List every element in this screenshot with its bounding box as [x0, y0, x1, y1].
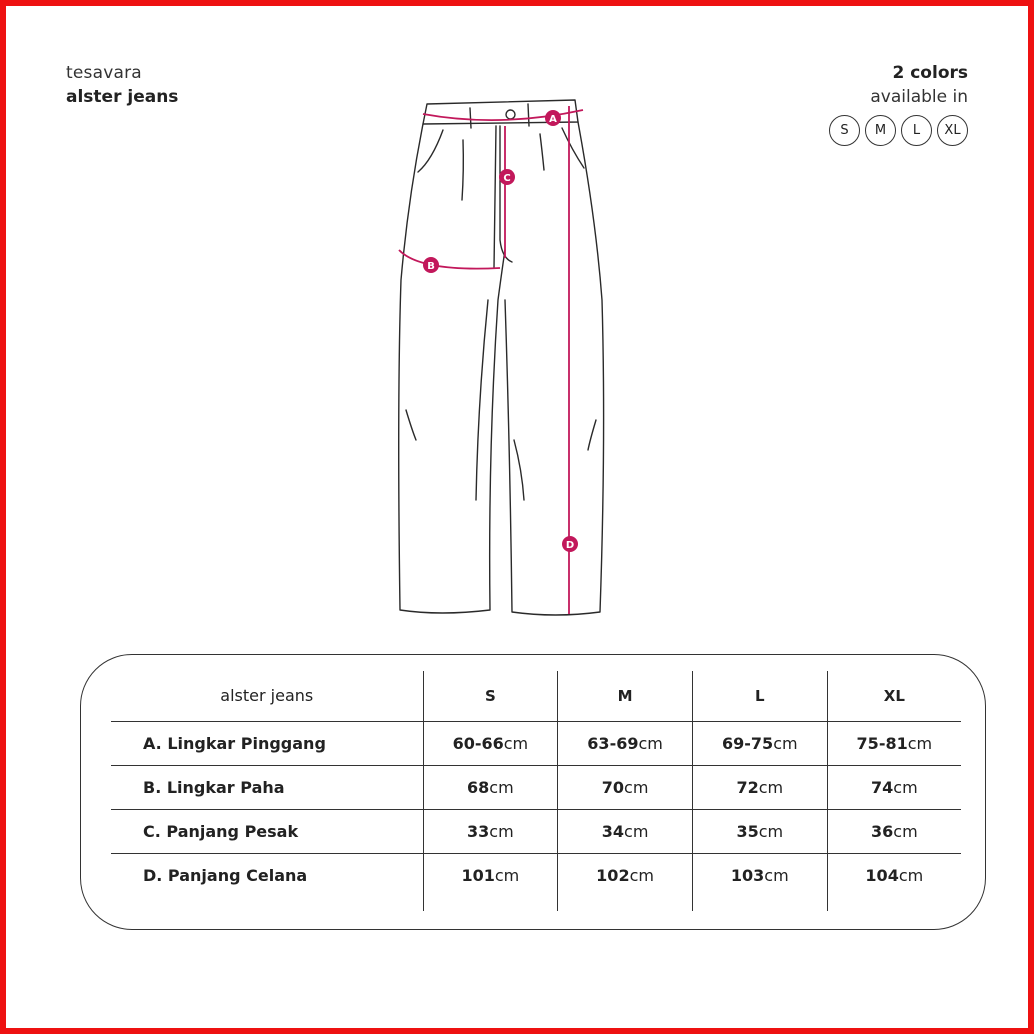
pants-diagram [380, 95, 620, 625]
wrinkle-2 [476, 300, 488, 500]
table-cell: 101cm [423, 853, 558, 911]
fly-outline [500, 126, 512, 262]
table-cell: 72cm [692, 765, 827, 809]
size-option-xl: XL [937, 115, 968, 146]
pleat-right [540, 134, 544, 170]
brand-block [66, 63, 178, 107]
marker-a [545, 110, 561, 126]
left-leg-outline [399, 124, 505, 613]
table-cell: 103cm [692, 853, 827, 911]
fly-stitch [494, 126, 496, 268]
wrinkle-4 [514, 440, 524, 500]
header-size-xl: XL [827, 671, 961, 721]
thigh-measure-line [399, 250, 500, 269]
table-cell: 74cm [827, 765, 961, 809]
table-row [111, 765, 961, 809]
colors-block [829, 63, 968, 146]
row-label: A. Lingkar Pinggang [111, 721, 423, 765]
table-cell: 60-66cm [423, 721, 558, 765]
table-cell: 35cm [692, 809, 827, 853]
size-options [829, 115, 968, 146]
table-cell: 70cm [558, 765, 693, 809]
size-option-m: M [865, 115, 896, 146]
table-cell: 63-69cm [558, 721, 693, 765]
size-option-l: L [901, 115, 932, 146]
button-outline [506, 110, 515, 119]
svg-text:C: C [503, 173, 511, 184]
size-option-s: S [829, 115, 860, 146]
table-cell: 69-75cm [692, 721, 827, 765]
table-row [111, 853, 961, 911]
marker-c [499, 169, 515, 185]
available-label: available in [870, 87, 968, 107]
pleat-left [462, 140, 463, 200]
size-chart-table [111, 671, 961, 911]
belt-loop-right [528, 104, 529, 126]
right-leg-outline [505, 122, 604, 615]
table-row [111, 809, 961, 853]
table-cell: 68cm [423, 765, 558, 809]
table-cell: 36cm [827, 809, 961, 853]
marker-d [562, 536, 578, 552]
row-label: C. Panjang Pesak [111, 809, 423, 853]
left-pocket [418, 130, 443, 172]
product-name: alster jeans [66, 87, 179, 107]
svg-text:A: A [549, 114, 557, 125]
row-label: D. Panjang Celana [111, 853, 423, 911]
svg-text:D: D [565, 540, 575, 551]
header-label: alster jeans [220, 686, 314, 706]
svg-text:B: B [427, 261, 435, 272]
row-label: B. Lingkar Paha [111, 765, 423, 809]
belt-loop-left [470, 108, 471, 128]
table-cell: 75-81cm [827, 721, 961, 765]
header-size-l: L [692, 671, 827, 721]
marker-b [423, 257, 439, 273]
table-header-row [111, 671, 961, 721]
wrinkle-3 [588, 420, 596, 450]
table-row [111, 721, 961, 765]
header-size-s: S [423, 671, 558, 721]
size-chart-box [80, 654, 986, 930]
table-cell: 34cm [558, 809, 693, 853]
wrinkle-1 [406, 410, 416, 440]
table-cell: 102cm [558, 853, 693, 911]
brand-name: tesavara [66, 63, 142, 83]
header-size-m: M [558, 671, 693, 721]
table-cell: 33cm [423, 809, 558, 853]
colors-count: 2 colors [892, 63, 968, 83]
table-cell: 104cm [827, 853, 961, 911]
